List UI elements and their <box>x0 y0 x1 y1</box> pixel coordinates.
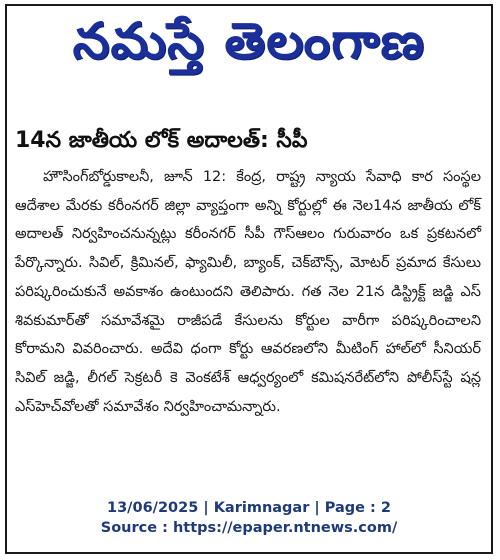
publication-info: 13/06/2025 | Karimnagar | Page : 2 <box>107 500 391 516</box>
newspaper-clipping <box>5 4 493 554</box>
article-headline: 14న జాతీయ లోక్‌ అదాలత్‌: సీపీ <box>15 128 308 153</box>
source-link[interactable]: Source : https://epaper.ntnews.com/ <box>100 520 398 536</box>
clipping-footer <box>7 498 491 538</box>
newspaper-logo: నమస్తే తెలంగాణ <box>72 12 426 70</box>
masthead <box>7 6 491 76</box>
article-body: హౌసింగ్‌బోర్డుకాలనీ, జూన్‌ 12: కేంద్ర, రాష్ట్ర న్యాయ సేవాధి కార సంస్థల ఆదేశాల మేరకు కరీంనగర్‌ జిల్లా వ్యాప్తంగా అన్ని కోర్టుల్లో ఈ నెల14న జాతీయ లోక్‌ అదాలత్‌ నిర్వహించనున్నట్లు కరీంనగర్‌ సీపీ గౌస్‌ఆలం గురువారం ఒక ప్రకటనలో పేర్కొన్నారు. సివిల్‌, క్రిమినల్‌, ఫ్యామిలీ, బ్యాంక్‌, చెక్‌బౌన్స్‌, మోటర్‌ ప్రమాద కేసులు పరిష్కరించుకునే అవకాశం ఉంటుందని తెలిపారు. గత నెల 21న డిస్ట్రిక్ట్‌ జడ్జి ఎస్‌ శివకుమార్‌తో సమావేశమై రాజీపడే కేసులను కోర్టుల వారీగా పరిష్కరించాలని కోరామని వివరించారు. అదేవి ధంగా కోర్టు ఆవరణలోని మీటింగ్‌ హాల్‌లో సీనియర్‌ సివిల్‌ జడ్జి, లీగల్‌ సెక్రటరీ కె వెంకటేశ్‌ ఆధ్వర్యంలో కమిషనరేట్‌లోని పోలీస్‌స్టే షన్ల ఎస్‌హెచ్‌వోలతో సమావేశం నిర్వహించామన్నారు. <box>15 169 481 415</box>
